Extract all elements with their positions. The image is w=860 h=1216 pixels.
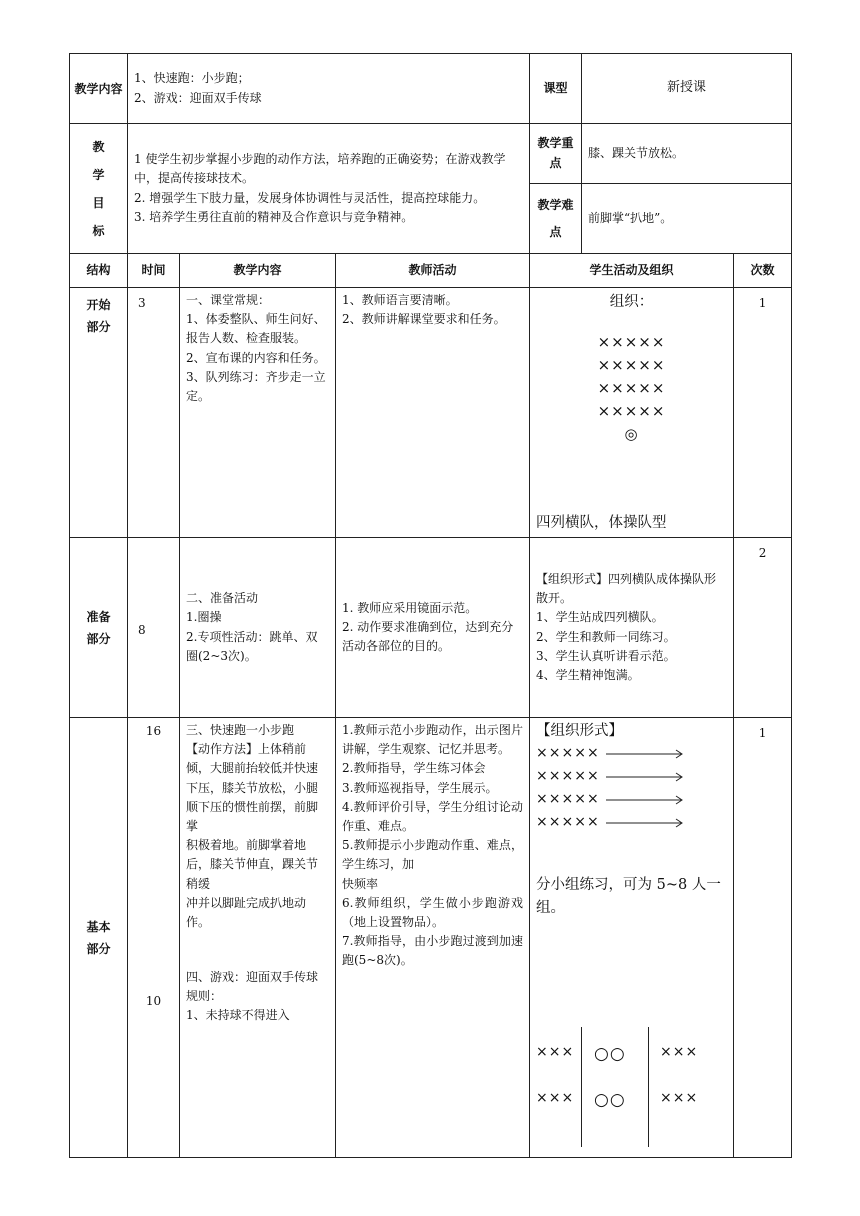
part-label-basic xyxy=(70,718,128,1158)
content-line: 1、未持球不得进入 xyxy=(186,1008,290,1023)
key-label: 教学重点 xyxy=(530,124,582,184)
formation-row: ××××× xyxy=(597,356,666,374)
count-preparation: 2 xyxy=(734,538,792,718)
time-opening: 3 xyxy=(128,288,180,538)
arrow-icon xyxy=(606,794,686,806)
content-cell xyxy=(128,54,530,124)
col-structure: 结构 xyxy=(70,254,128,288)
teacher-line: 2、教师讲解课堂要求和任务。 xyxy=(342,312,506,327)
formation-row: ××××× xyxy=(536,745,600,762)
goal-line-2: 2. 增强学生下肢力量，发展身体协调性与灵活性，提高控球能力。 xyxy=(134,190,486,205)
content-basic xyxy=(180,718,336,1158)
student-preparation xyxy=(530,538,734,718)
part-label-opening xyxy=(70,288,128,538)
game-diagram xyxy=(536,1027,727,1147)
header-row-content xyxy=(70,54,792,124)
teacher-line: 7.教师指导，由小步跑过渡到加速跑(5~8次)。 xyxy=(342,934,524,968)
goals-cell xyxy=(128,124,530,254)
content-line: 一、课堂常规： xyxy=(186,293,271,307)
difficulty-label: 教学难点 xyxy=(530,184,582,254)
content-line: 积极着地。前脚掌着地后，膝关节伸直，踝关节稍缓 xyxy=(186,838,319,891)
content-label-text: 教学内容 xyxy=(74,81,123,96)
teacher-line: 2.教师指导，学生练习体会 xyxy=(342,761,486,776)
arrow-row xyxy=(536,765,727,788)
student-title: 组织： xyxy=(609,294,654,310)
content-line: 1、体委整队、师生问好、报告人数、检查服装。 xyxy=(186,312,326,346)
arrow-row xyxy=(536,742,727,765)
content-line: 1.圈操 xyxy=(186,610,222,625)
section-basic xyxy=(70,718,792,1158)
arrow-icon xyxy=(606,817,686,829)
col-student: 学生活动及组织 xyxy=(530,254,734,288)
col-content: 教学内容 xyxy=(180,254,336,288)
teacher-line: 4.教师评价引导，学生分组讨论动作重、难点。 xyxy=(342,799,524,833)
teacher-line: 1.教师示范小步跑动作，出示图片讲解，学生观察、记忆并思考。 xyxy=(342,723,524,757)
key-value: 膝、踝关节放松。 xyxy=(582,124,792,184)
type-label: 课型 xyxy=(530,54,582,124)
part-label-preparation xyxy=(70,538,128,718)
teacher-line: 快频率 xyxy=(342,876,379,891)
teacher-line: 3.教师巡视指导，学生展示。 xyxy=(342,780,498,795)
teacher-marker: ◎ xyxy=(624,425,639,443)
lesson-plan-table xyxy=(69,53,792,1158)
content-line: 冲并以脚趾完成扒地动作。 xyxy=(186,895,307,929)
teacher-basic xyxy=(336,718,530,1158)
goal-label-char: 目 xyxy=(92,195,105,210)
formation-row: ××××× xyxy=(536,814,600,831)
formation-row: ××××× xyxy=(597,333,666,351)
formation-diagram xyxy=(530,331,733,446)
teacher-line: 5.教师提示小步跑动作重、难点，学生练习，加 xyxy=(342,838,524,872)
student-line: 【组织形式】四列横队成体操队形散开。 xyxy=(536,571,717,606)
student-title: 【组织形式】 xyxy=(536,723,624,739)
goal-label xyxy=(70,124,128,254)
count-opening: 1 xyxy=(734,288,792,538)
student-note: 四列横队，体操队型 xyxy=(536,514,667,531)
header-row-goals xyxy=(70,124,792,184)
formation-row: ××××× xyxy=(536,768,600,785)
content-label xyxy=(70,54,128,124)
col-teacher: 教师活动 xyxy=(336,254,530,288)
goal-line-1: 1 使学生初步掌握小步跑的动作方法，培养跑的正确姿势；在游戏教学中，提高传接球技术。 xyxy=(134,152,506,186)
formation-row: ××××× xyxy=(597,402,666,420)
goal-label-char: 标 xyxy=(92,223,105,238)
teacher-preparation xyxy=(336,538,530,718)
team-left: ××× xyxy=(536,1090,575,1106)
student-line: 3、学生认真听讲看示范。 xyxy=(536,648,676,663)
content-line: 四、游戏：迎面双手传球 xyxy=(186,970,319,985)
student-opening xyxy=(530,288,734,538)
difficulty-value: 前脚掌“扒地”。 xyxy=(582,184,792,254)
content-line: 三、快速跑一小步跑 xyxy=(186,723,295,737)
student-basic xyxy=(530,718,734,1158)
part-label-text: 准备部分 xyxy=(86,609,111,646)
teacher-line: 6.教师组织，学生做小步跑游戏（地上设置物品）。 xyxy=(342,895,524,929)
team-right: ××× xyxy=(660,1044,699,1060)
arrow-icon xyxy=(606,748,686,760)
teacher-line: 1. 教师应采用镜面示范。 xyxy=(342,600,478,615)
goal-label-char: 教 xyxy=(92,139,105,154)
divider-line xyxy=(648,1027,649,1147)
formation-row: ××××× xyxy=(536,791,600,808)
content-line-1: 1、快速跑：小步跑； xyxy=(134,71,250,86)
time-value: 16 xyxy=(145,724,162,738)
arrow-icon xyxy=(606,771,686,783)
divider-line xyxy=(581,1027,582,1147)
content-line: 规则： xyxy=(186,989,223,1004)
content-line: 下压，膝关节放松，小腿顺下压的惯性前摆，前脚掌 xyxy=(186,780,319,833)
time-basic xyxy=(128,718,180,1158)
content-line: 【动作方法】上体稍前倾，大腿前抬较低并快速 xyxy=(186,742,319,776)
content-line: 二、准备活动 xyxy=(186,591,259,606)
content-line: 2、宣布课的内容和任务。 xyxy=(186,350,326,365)
arrow-formation xyxy=(536,742,727,834)
part-label-text: 基本部分 xyxy=(86,919,111,956)
content-preparation xyxy=(180,538,336,718)
count-basic: 1 xyxy=(734,718,792,1158)
section-opening xyxy=(70,288,792,538)
teacher-line: 1、教师语言要清晰。 xyxy=(342,293,458,307)
formation-row: ××××× xyxy=(597,379,666,397)
teacher-line: 2. 动作要求准确到位，达到充分活动各部位的目的。 xyxy=(342,619,514,654)
part-label-text: 开始部分 xyxy=(86,298,111,334)
col-time: 时间 xyxy=(128,254,180,288)
balls: ○○ xyxy=(594,1044,626,1064)
type-value: 新授课 xyxy=(582,54,792,124)
balls: ○○ xyxy=(594,1090,626,1110)
column-header-row xyxy=(70,254,792,288)
goal-line-3: 3. 培养学生勇往直前的精神及合作意识与竞争精神。 xyxy=(134,209,414,224)
col-count: 次数 xyxy=(734,254,792,288)
time-value: 10 xyxy=(145,994,162,1008)
student-note: 分小组练习，可为 5~8 人一组。 xyxy=(536,877,721,916)
arrow-row xyxy=(536,811,727,834)
content-line-2: 2、游戏：迎面双手传球 xyxy=(134,90,262,105)
teacher-opening xyxy=(336,288,530,538)
goal-label-char: 学 xyxy=(92,167,105,182)
student-line: 4、学生精神饱满。 xyxy=(536,667,640,682)
team-left: ××× xyxy=(536,1044,575,1060)
section-preparation xyxy=(70,538,792,718)
student-line: 2、学生和教师一同练习。 xyxy=(536,629,676,644)
content-line: 2.专项性活动：跳单、双圈(2~3次)。 xyxy=(186,629,318,663)
content-line: 3、队列练习：齐步走一立定。 xyxy=(186,369,326,403)
team-right: ××× xyxy=(660,1090,699,1106)
arrow-row xyxy=(536,788,727,811)
content-opening xyxy=(180,288,336,538)
time-preparation: 8 xyxy=(128,538,180,718)
student-line: 1、学生站成四列横队。 xyxy=(536,610,664,625)
